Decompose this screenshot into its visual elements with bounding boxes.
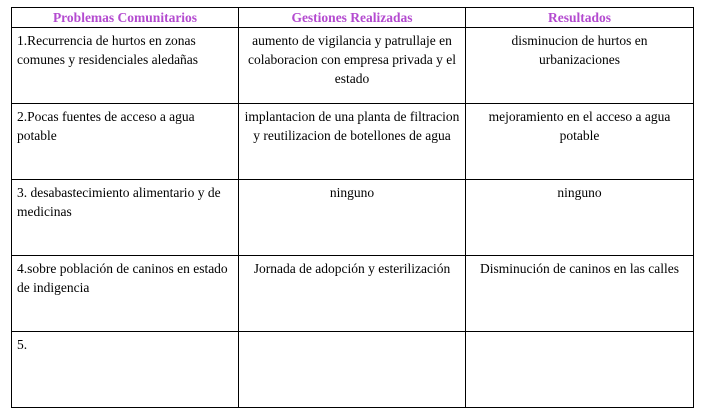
table-row [12,104,694,180]
problem-cell: 1.Recurrencia de hurtos en zonas comunes y residenciales aledañas [12,28,239,104]
action-cell: implantacion de una planta de filtracion y reutilizacion de botellones de agua [239,104,466,180]
action-cell: Jornada de adopción y esterilización [239,256,466,332]
problem-cell: 2.Pocas fuentes de acceso a agua potable [12,104,239,180]
action-cell: aumento de vigilancia y patrullaje en colaboracion con empresa privada y el estado [239,28,466,104]
table-row [12,332,694,408]
header-actions: Gestiones Realizadas [239,8,466,28]
table-row [12,180,694,256]
result-cell: Disminución de caninos en las calles [466,256,694,332]
result-cell: mejoramiento en el acceso a agua potable [466,104,694,180]
header-problems: Problemas Comunitarios [12,8,239,28]
problem-cell: 5. [12,332,239,408]
problem-cell: 3. desabastecimiento alimentario y de medicinas [12,180,239,256]
header-results: Resultados [466,8,694,28]
result-cell: ninguno [466,180,694,256]
action-cell [239,332,466,408]
result-cell: disminucion de hurtos en urbanizaciones [466,28,694,104]
problem-cell: 4.sobre población de caninos en estado de indigencia [12,256,239,332]
result-cell [466,332,694,408]
table-row [12,256,694,332]
action-cell: ninguno [239,180,466,256]
header-row [12,8,694,28]
community-problems-table [11,7,694,408]
table-row [12,28,694,104]
